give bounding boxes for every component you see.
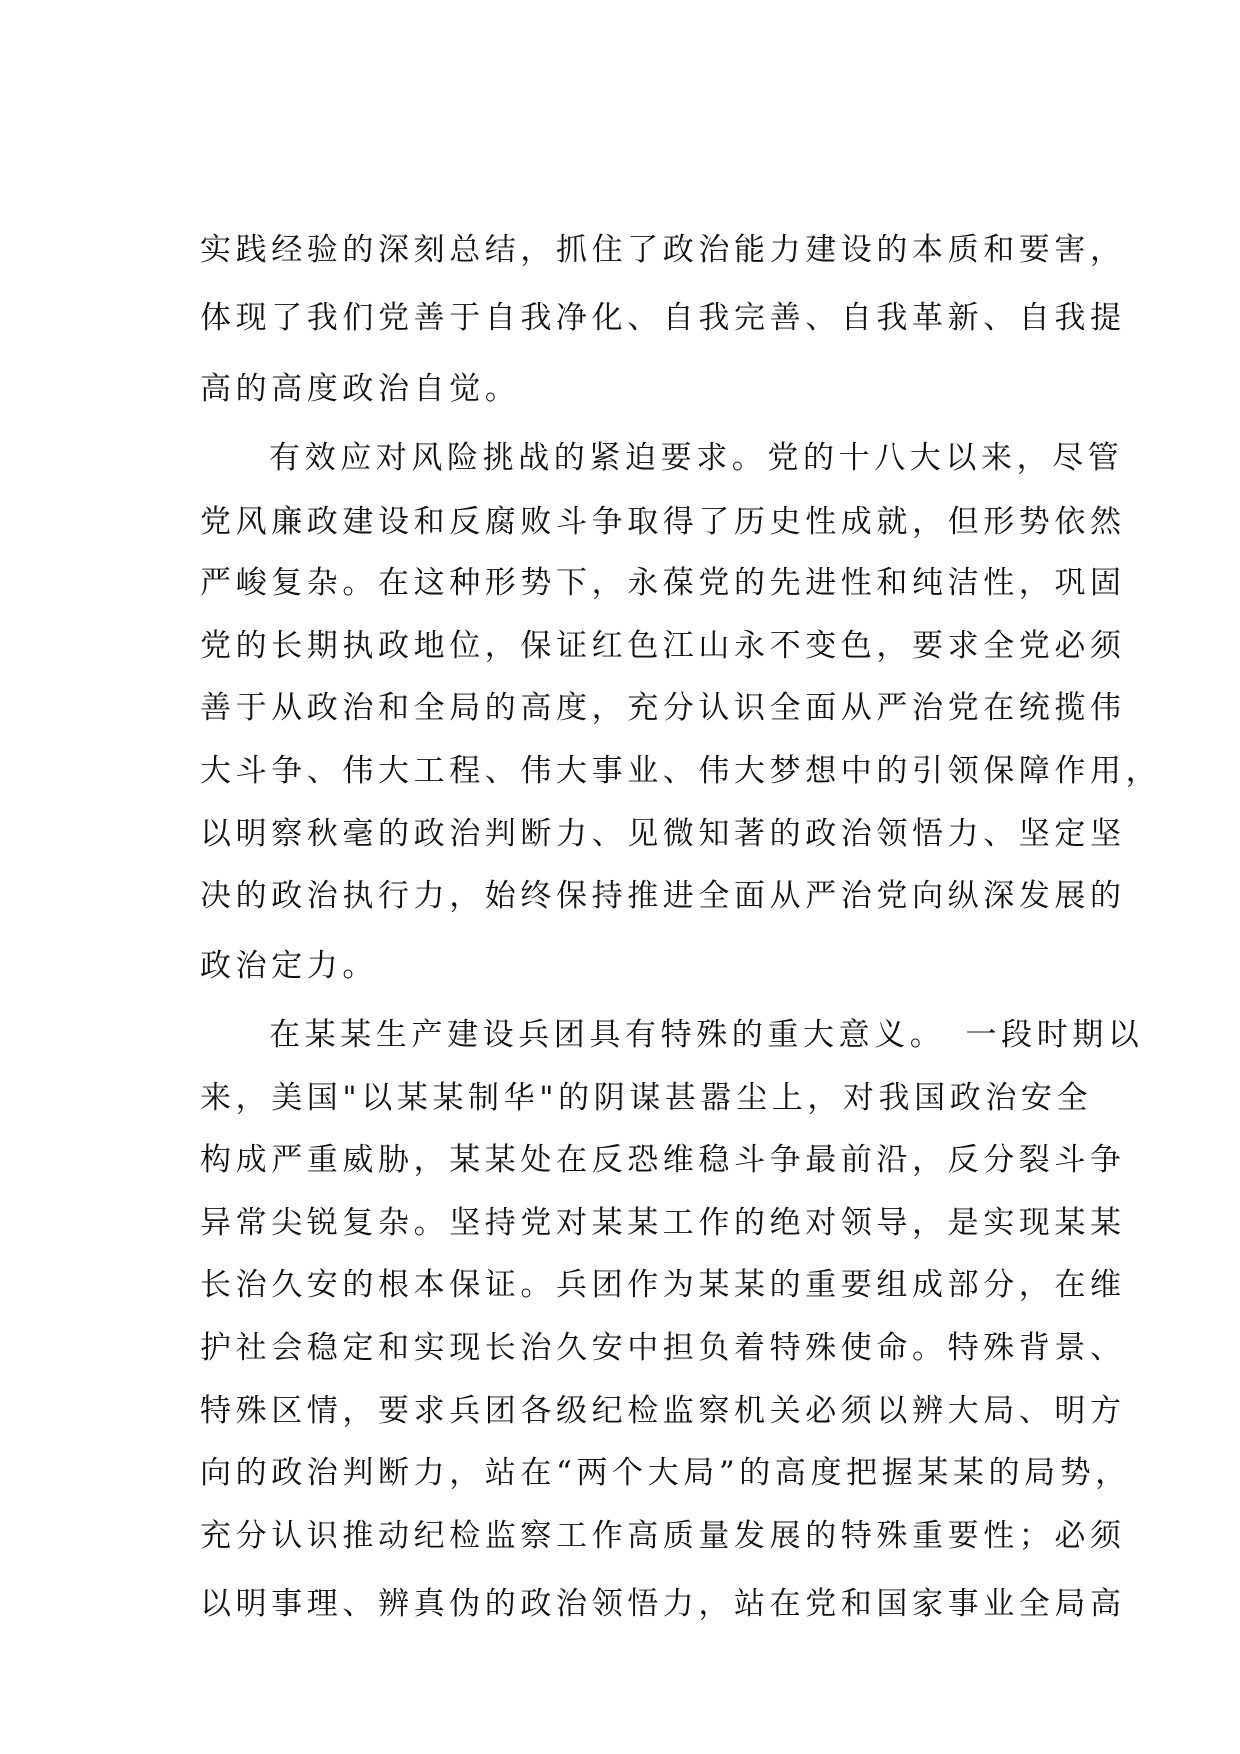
text-line: 来，美国"以某某制华"的阴谋甚嚣尘上，对我国政治安全 bbox=[200, 1080, 1093, 1116]
text-line: 构成严重威胁，某某处在反恐维稳斗争最前沿，反分裂斗争 bbox=[200, 1142, 1126, 1178]
text-line: 特殊区情，要求兵团各级纪检监察机关必须以辨大局、明方 bbox=[200, 1393, 1126, 1429]
text-line: 向的政治判断力，站在“两个大局”的高度把握某某的局势， bbox=[200, 1455, 1131, 1491]
text-line: 决的政治执行力，始终保持推进全面从严治党向纵深发展的 bbox=[200, 878, 1126, 914]
text-line: 护社会稳定和实现长治久安中担负着特殊使命。特殊背景、 bbox=[200, 1330, 1126, 1366]
text-line: 党风廉政建设和反腐败斗争取得了历史性成就，但形势依然 bbox=[200, 504, 1126, 540]
text-line: 实践经验的深刻总结，抓住了政治能力建设的本质和要害， bbox=[200, 232, 1126, 268]
text-line: 善于从政治和全局的高度，充分认识全面从严治党在统揽伟 bbox=[200, 690, 1126, 726]
text-line: 大斗争、伟大工程、伟大事业、伟大梦想中的引领保障作用， bbox=[200, 753, 1162, 789]
text-line: 党的长期执政地位，保证红色江山永不变色，要求全党必须 bbox=[200, 628, 1126, 664]
text-line: 以明察秋毫的政治判断力、见微知著的政治领悟力、坚定坚 bbox=[200, 816, 1126, 852]
text-line: 长治久安的根本保证。兵团作为某某的重要组成部分，在维 bbox=[200, 1267, 1126, 1303]
paragraph-first-line: 有效应对风险挑战的紧迫要求。党的十八大以来，尽管 bbox=[269, 440, 1124, 476]
text-line: 以明事理、辨真伪的政治领悟力，站在党和国家事业全局高 bbox=[200, 1586, 1126, 1622]
text-line: 体现了我们党善于自我净化、自我完善、自我革新、自我提 bbox=[200, 300, 1126, 336]
text-line: 充分认识推动纪检监察工作高质量发展的特殊重要性；必须 bbox=[200, 1518, 1126, 1554]
text-line: 高的高度政治自觉。 bbox=[200, 371, 521, 407]
paragraph-first-line: 在某某生产建设兵团具有特殊的重大意义。 一段时期以 bbox=[269, 1017, 1144, 1053]
text-line: 异常尖锐复杂。坚持党对某某工作的绝对领导，是实现某某 bbox=[200, 1205, 1126, 1241]
text-line: 严峻复杂。在这种形势下，永葆党的先进性和纯洁性，巩固 bbox=[200, 565, 1126, 601]
text-line: 政治定力。 bbox=[200, 948, 378, 984]
